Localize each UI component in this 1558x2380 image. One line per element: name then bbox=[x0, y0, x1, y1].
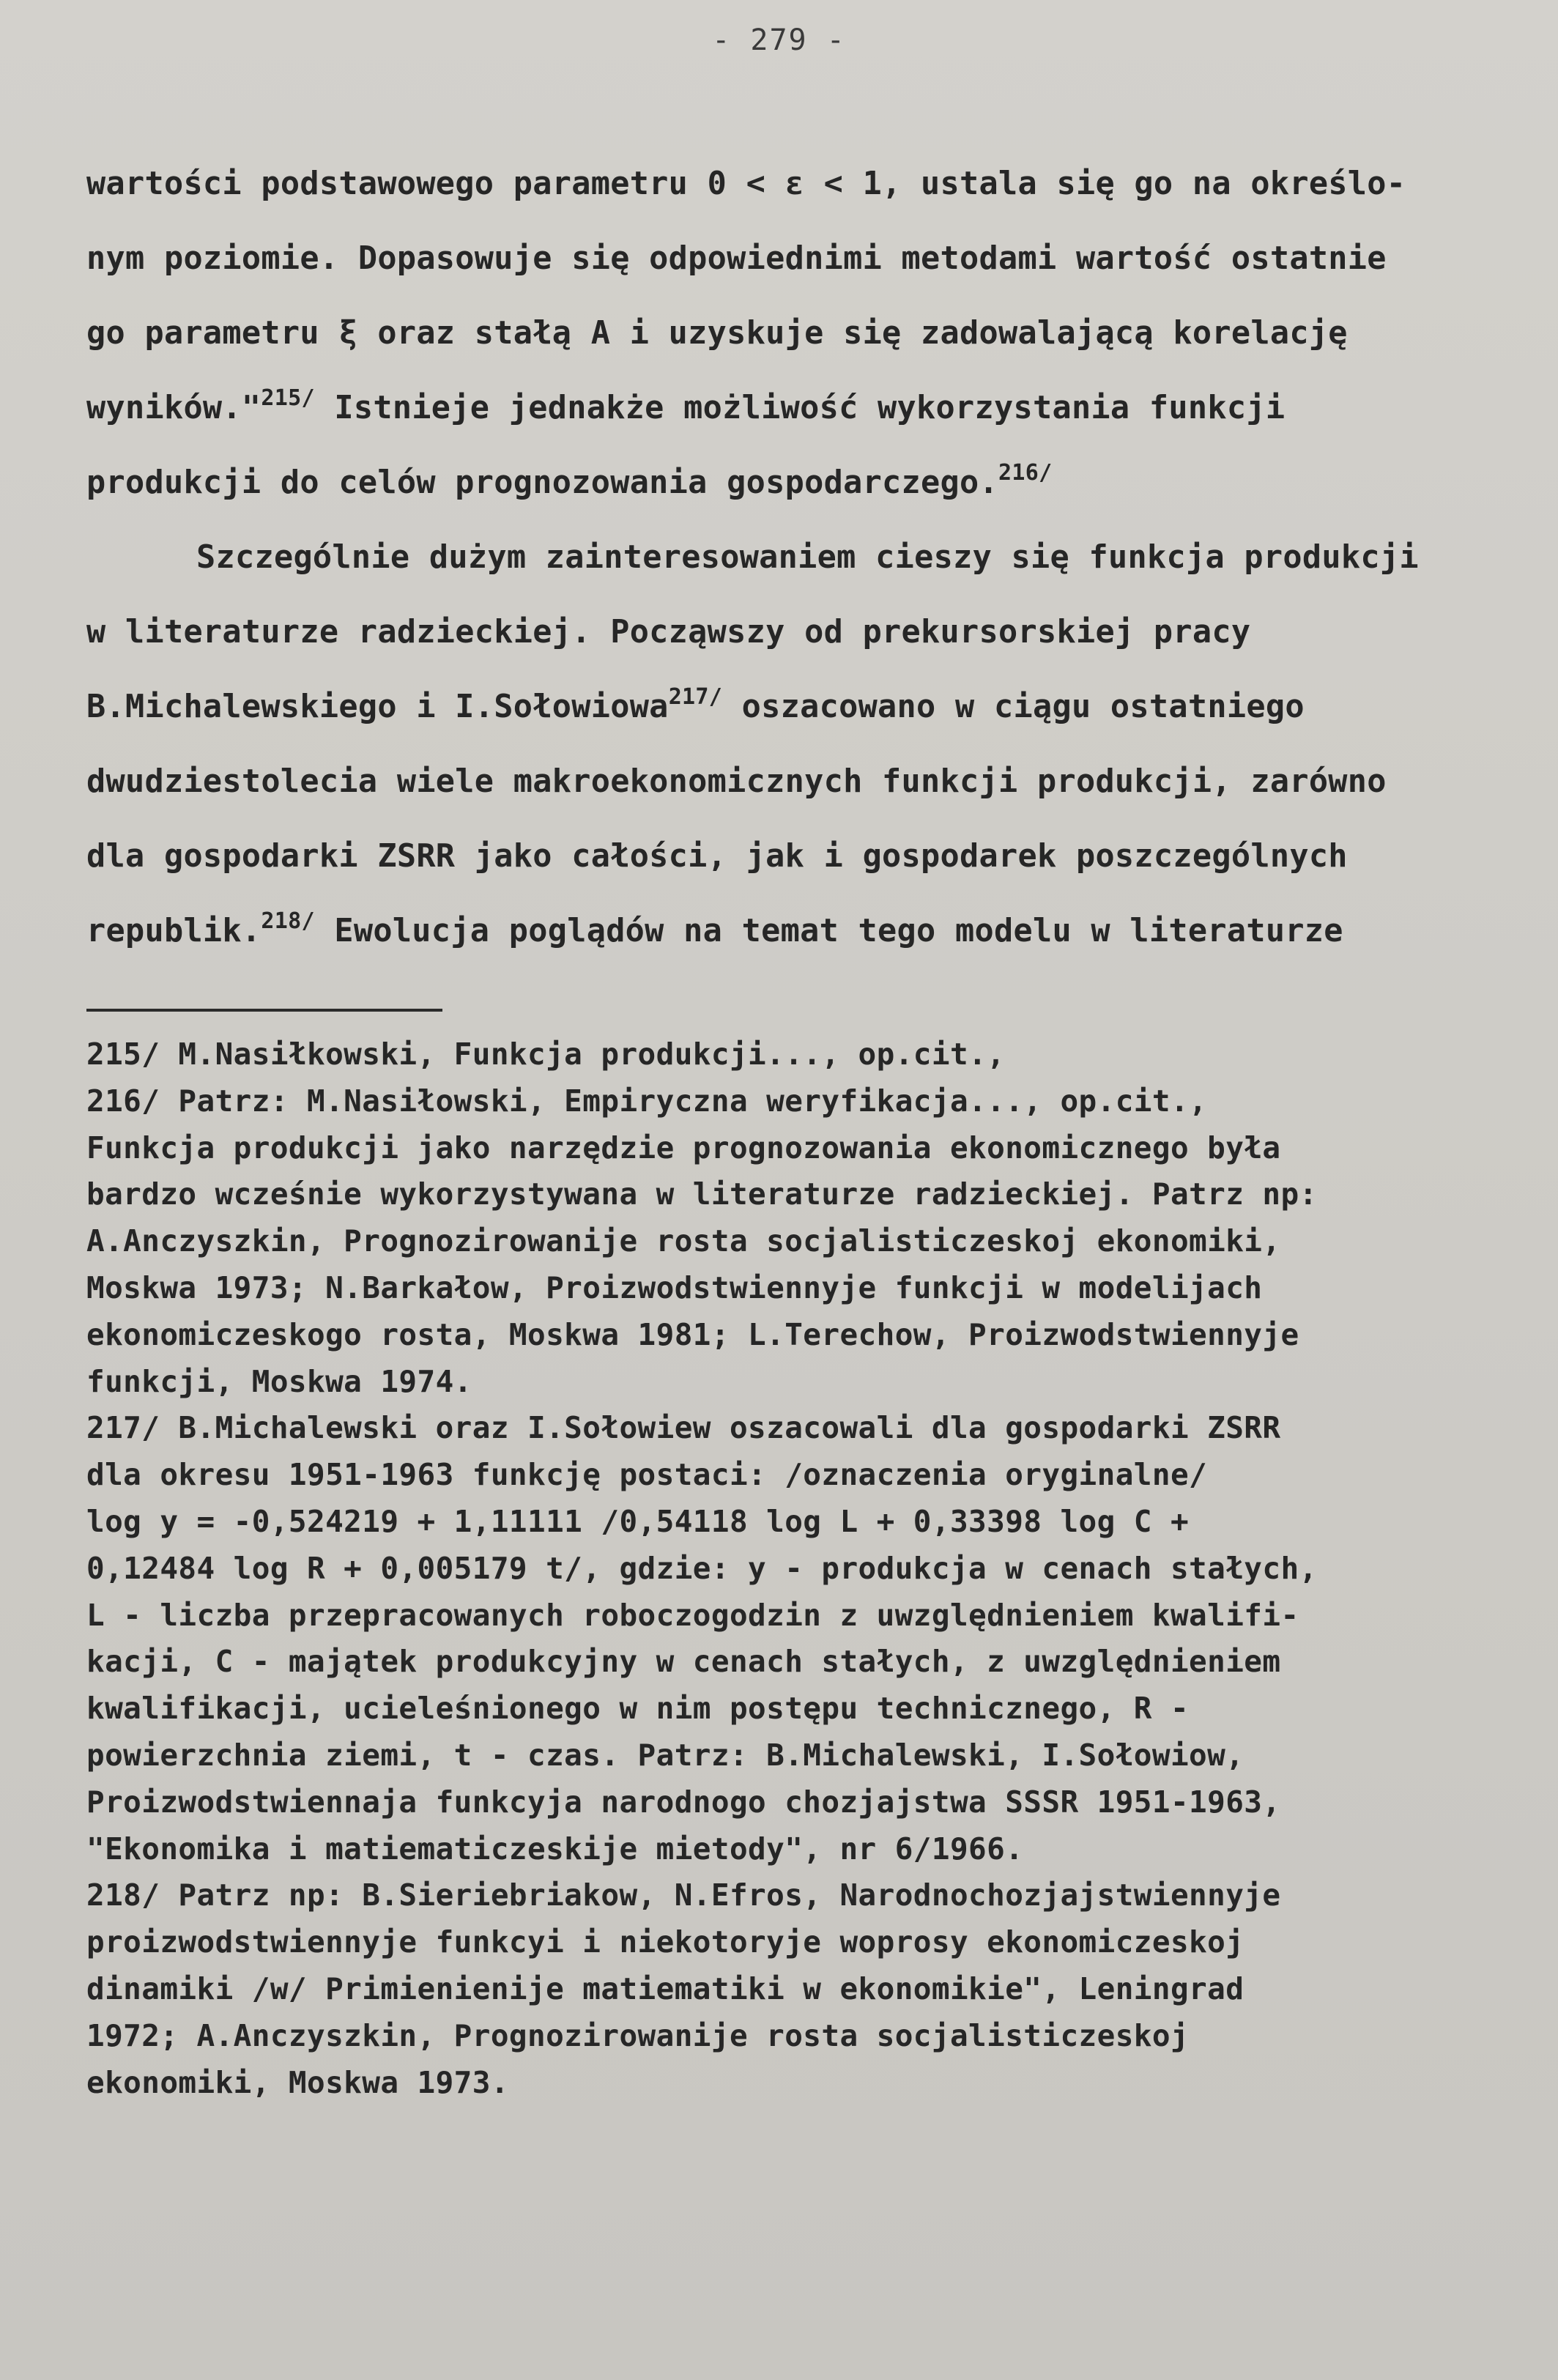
footnote-line: 1972; A.Anczyszkin, Prognozirowanije rosta socjalisticzeskoj bbox=[86, 2017, 1190, 2053]
footnote-line: Funkcja produkcji jako narzędzie prognozowania ekonomicznego była bbox=[86, 1130, 1281, 1165]
footnote-separator bbox=[86, 1009, 442, 1012]
footnote-line: log y = -0,524219 + 1,11111 /0,54118 log L + 0,33398 log C + bbox=[86, 1503, 1190, 1539]
footnote-line: dla okresu 1951-1963 funkcję postaci: /oznaczenia oryginalne/ bbox=[86, 1457, 1208, 1493]
body-line bbox=[86, 894, 1544, 968]
footnote-line: 218/ Patrz np: B.Sieriebriakow, N.Efros, Narodnochozjajstwiennyje bbox=[86, 1877, 1281, 1913]
footnote-line: 0,12484 log R + 0,005179 t/, gdzie: y - produkcja w cenach stałych, bbox=[86, 1550, 1318, 1586]
footnote-line: proizwodstwiennyje funkcyi i niekotoryje woprosy ekonomiczeskoj bbox=[86, 1924, 1244, 1960]
body-line: dwudziestolecia wiele makroekonomicznych funkcji produkcji, zarówno bbox=[86, 763, 1387, 800]
footnote-line: ekonomiki, Moskwa 1973. bbox=[86, 2064, 509, 2100]
footnote-line: kwalifikacji, ucieleśnionego w nim postępu technicznego, R - bbox=[86, 1691, 1190, 1727]
body-line: w literaturze radzieckiej. Począwszy od prekursorskiej pracy bbox=[86, 614, 1251, 650]
footnote-line: bardzo wcześnie wykorzystywana w literaturze radzieckiej. Patrz np: bbox=[86, 1176, 1318, 1212]
body-line: nym poziomie. Dopasowuje się odpowiednimi metodami wartość ostatnie bbox=[86, 240, 1387, 277]
footnote-line: 217/ B.Michalewski oraz I.Sołowiew oszacowali dla gospodarki ZSRR bbox=[86, 1410, 1281, 1446]
body-line-tail: oszacowano w ciągu ostatniego bbox=[722, 689, 1305, 725]
footnote-line: 215/ M.Nasiłkowski, Funkcja produkcji..., op.cit., bbox=[86, 1037, 1006, 1072]
footnote-line: Moskwa 1973; N.Barkałow, Proizwodstwiennyje funkcji w modelijach bbox=[86, 1269, 1263, 1305]
footnote-ref-218: 218/ bbox=[261, 908, 315, 934]
body-line: dla gospodarki ZSRR jako całości, jak i gospodarek poszczególnych bbox=[86, 838, 1348, 875]
footnote-line: A.Anczyszkin, Prognozirowanije rosta socjalisticzeskoj ekonomiki, bbox=[86, 1223, 1281, 1259]
footnote-line: dinamiki /w/ Primienienije matiematiki w ekonomikie", Leningrad bbox=[86, 1971, 1244, 2006]
footnote-line: powierzchnia ziemi, t - czas. Patrz: B.Michalewski, I.Sołowiow, bbox=[86, 1737, 1244, 1773]
footnote-line: ekonomiczeskogo rosta, Moskwa 1981; L.Terechow, Proizwodstwiennyje bbox=[86, 1316, 1299, 1352]
body-line-start: produkcji do celów prognozowania gospodarczego. bbox=[86, 464, 998, 501]
footnote-line: Proizwodstwiennaja funkcyja narodnogo chozjajstwa SSSR 1951-1963, bbox=[86, 1784, 1281, 1820]
footnote-line: kacji, C - majątek produkcyjny w cenach stałych, z uwzględnieniem bbox=[86, 1644, 1281, 1680]
body-line-tail: Istnieje jednakże możliwość wykorzystania funkcji bbox=[314, 390, 1286, 426]
body-line bbox=[86, 670, 1544, 744]
footnote-line: L - liczba przepracowanych roboczogodzin z uwzględnieniem kwalifi- bbox=[86, 1597, 1299, 1633]
body-line-start: wyników." bbox=[86, 390, 261, 426]
body-line: go parametru ξ oraz stałą A i uzyskuje się zadowalającą korelację bbox=[86, 315, 1348, 352]
footnote-ref-217: 217/ bbox=[668, 684, 723, 710]
body-line bbox=[86, 371, 1544, 445]
page-number: - 279 - bbox=[712, 23, 846, 57]
main-text bbox=[86, 147, 1544, 968]
footnote-line: 216/ Patrz: M.Nasiłowski, Empiryczna weryfikacja..., op.cit., bbox=[86, 1083, 1208, 1119]
body-line bbox=[86, 445, 1544, 520]
body-line: Szczególnie dużym zainteresowaniem cieszy się funkcja produkcji bbox=[196, 539, 1419, 576]
footnotes bbox=[86, 1031, 1544, 2106]
footnote-line: "Ekonomika i matiematiczeskije mietody", nr 6/1966. bbox=[86, 1831, 1024, 1866]
footnote-ref-216: 216/ bbox=[998, 460, 1053, 486]
body-line-tail: Ewolucja poglądów na temat tego modelu w literaturze bbox=[314, 913, 1343, 949]
footnote-line: funkcji, Moskwa 1974. bbox=[86, 1363, 472, 1399]
body-line-start: B.Michalewskiego i I.Sołowiowa bbox=[86, 689, 669, 725]
body-line-start: republik. bbox=[86, 913, 261, 949]
footnote-ref-215: 215/ bbox=[261, 385, 315, 411]
body-line: wartości podstawowego parametru 0 < ε < 1, ustala się go na określo- bbox=[86, 166, 1406, 202]
